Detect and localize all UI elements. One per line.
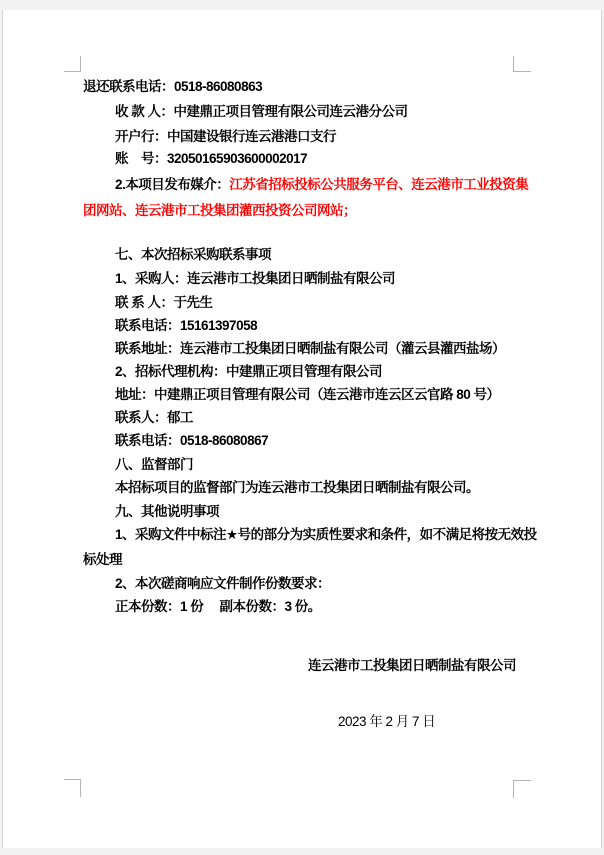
supervision-line: 本招标项目的监督部门为连云港市工投集团日晒制盐有限公司。 <box>115 480 479 495</box>
refund-phone-line: 退还联系电话：0518-86080863 <box>83 79 263 94</box>
section-7-heading: 七、本次招标采购联系事项 <box>115 247 271 262</box>
publish-media-label: 2.本项目发布媒介： <box>115 177 230 192</box>
section-9-heading: 九、其他说明事项 <box>115 504 219 519</box>
section-8-heading: 八、监督部门 <box>115 457 193 472</box>
agency-contact-line: 联系人：郁工 <box>115 410 193 425</box>
contact-person-line: 联 系 人：于先生 <box>115 295 213 310</box>
note-1-line: 1、采购文件中标注★号的部分为实质性要求和条件，如不满足将按无效投 <box>115 527 537 542</box>
agency-phone-line: 联系电话：0518-86080867 <box>115 433 269 448</box>
signature-company-line: 连云港市工投集团日晒制盐有限公司 <box>308 658 516 673</box>
purchaser-line: 1、采购人：连云港市工投集团日晒制盐有限公司 <box>115 271 396 286</box>
margin-crop-mark-top-left <box>64 56 81 72</box>
publish-media-line <box>115 176 528 193</box>
signature-date-line: 2023 年 2 月 7 日 <box>338 714 436 729</box>
agency-address-line: 地址：中建鼎正项目管理有限公司（连云港市连云区云官路 80 号） <box>115 387 500 402</box>
agency-line: 2、招标代理机构：中建鼎正项目管理有限公司 <box>115 364 383 379</box>
account-number-line: 账 号：32050165903600002017 <box>115 151 308 166</box>
bank-line: 开户行：中国建设银行连云港港口支行 <box>115 129 336 144</box>
copies-count-line: 正本份数：1 份 副本份数：3 份。 <box>115 599 321 614</box>
payee-line: 收 款 人：中建鼎正项目管理有限公司连云港分公司 <box>115 104 408 119</box>
contact-phone-line: 联系电话：15161397058 <box>115 318 258 333</box>
note-2-line: 2、本次磋商响应文件制作份数要求： <box>115 576 331 591</box>
contact-address-line: 联系地址：连云港市工投集团日晒制盐有限公司（灌云县灌西盐场） <box>115 341 505 356</box>
margin-crop-mark-bottom-right <box>513 780 531 798</box>
margin-crop-mark-top-right <box>513 56 531 72</box>
margin-crop-mark-bottom-left <box>64 779 81 797</box>
publish-media-red-text: 江苏省招标投标公共服务平台、连云港市工业投资集 <box>229 177 529 192</box>
publish-media-wrap-line: 团网站、连云港市工投集团灌西投资公司网站； <box>83 203 356 218</box>
note-1-wrap-line: 标处理 <box>83 552 122 567</box>
